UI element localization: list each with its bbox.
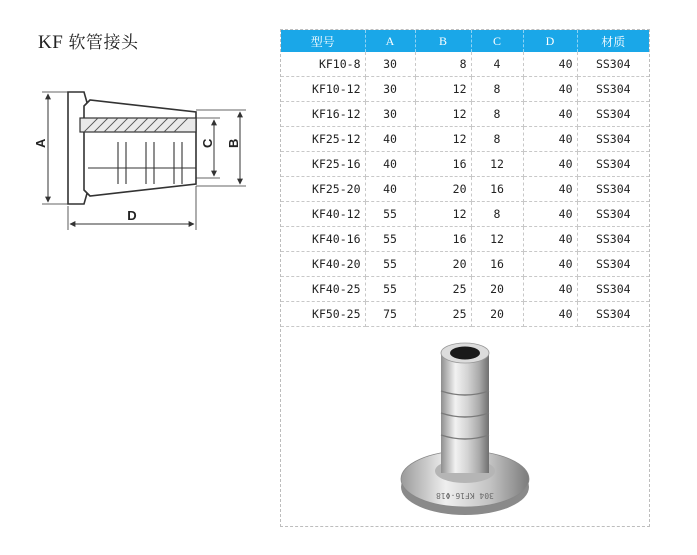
cell-a: 40 (365, 152, 415, 177)
cell-model: KF50-25 (281, 302, 365, 327)
cell-c: 16 (471, 177, 523, 202)
cell-c: 20 (471, 277, 523, 302)
tube-shape (84, 100, 196, 196)
cell-d: 40 (523, 177, 577, 202)
dim-a-label: A (33, 138, 48, 148)
cell-a: 30 (365, 102, 415, 127)
cell-model: KF40-20 (281, 252, 365, 277)
cell-d: 40 (523, 277, 577, 302)
cell-model: KF25-12 (281, 127, 365, 152)
page-title (38, 28, 139, 54)
cell-material: SS304 (577, 302, 649, 327)
title-latin: KF (38, 32, 64, 53)
cell-b: 12 (415, 77, 471, 102)
cell-model: KF40-25 (281, 277, 365, 302)
cell-model: KF16-12 (281, 102, 365, 127)
cell-b: 8 (415, 52, 471, 77)
cell-d: 40 (523, 52, 577, 77)
cell-b: 16 (415, 227, 471, 252)
cell-d: 40 (523, 227, 577, 252)
photo-engraving: 304 KF16-Φ18 (436, 491, 494, 500)
cell-a: 40 (365, 177, 415, 202)
cell-d: 40 (523, 77, 577, 102)
cell-a: 55 (365, 227, 415, 252)
cell-material: SS304 (577, 227, 649, 252)
table-row (281, 252, 649, 277)
cell-model: KF10-8 (281, 52, 365, 77)
cell-c: 8 (471, 202, 523, 227)
header-model: 型号 (281, 30, 365, 52)
table-row (281, 302, 649, 327)
cell-b: 20 (415, 177, 471, 202)
cell-d: 40 (523, 302, 577, 327)
table-row (281, 152, 649, 177)
cell-c: 20 (471, 302, 523, 327)
photo-tube (441, 353, 489, 473)
table-row (281, 177, 649, 202)
header-material: 材质 (577, 30, 649, 52)
table-header-row (281, 30, 649, 52)
cell-material: SS304 (577, 277, 649, 302)
cell-b: 25 (415, 302, 471, 327)
cell-c: 8 (471, 77, 523, 102)
table-row (281, 227, 649, 252)
hatch-section (80, 118, 196, 132)
cell-material: SS304 (577, 152, 649, 177)
cell-c: 16 (471, 252, 523, 277)
dim-d-label: D (127, 208, 137, 223)
cell-material: SS304 (577, 202, 649, 227)
cell-model: KF25-20 (281, 177, 365, 202)
cell-d: 40 (523, 152, 577, 177)
cell-b: 25 (415, 277, 471, 302)
cell-a: 30 (365, 77, 415, 102)
cell-c: 12 (471, 227, 523, 252)
cell-model: KF25-16 (281, 152, 365, 177)
cell-c: 12 (471, 152, 523, 177)
technical-drawing (28, 72, 268, 242)
cell-b: 12 (415, 102, 471, 127)
table-row (281, 77, 649, 102)
cell-material: SS304 (577, 102, 649, 127)
dim-c-label: C (200, 138, 215, 148)
table-row (281, 202, 649, 227)
cell-material: SS304 (577, 252, 649, 277)
cell-d: 40 (523, 252, 577, 277)
table-row (281, 127, 649, 152)
title-chinese: 软管接头 (68, 33, 139, 53)
cell-d: 40 (523, 102, 577, 127)
header-d: D (523, 30, 577, 52)
cell-material: SS304 (577, 77, 649, 102)
cell-a: 75 (365, 302, 415, 327)
cell-model: KF10-12 (281, 77, 365, 102)
cell-d: 40 (523, 127, 577, 152)
header-c: C (471, 30, 523, 52)
cell-a: 55 (365, 277, 415, 302)
spec-table (281, 30, 649, 327)
dim-b-label: B (226, 138, 241, 148)
cell-a: 40 (365, 127, 415, 152)
cell-c: 4 (471, 52, 523, 77)
cell-d: 40 (523, 202, 577, 227)
cell-b: 20 (415, 252, 471, 277)
table-row (281, 277, 649, 302)
spec-table-container (280, 29, 650, 527)
product-photo (281, 331, 649, 526)
cell-material: SS304 (577, 52, 649, 77)
table-row (281, 52, 649, 77)
header-a: A (365, 30, 415, 52)
cell-a: 55 (365, 202, 415, 227)
table-row (281, 102, 649, 127)
cell-material: SS304 (577, 127, 649, 152)
cell-c: 8 (471, 127, 523, 152)
cell-material: SS304 (577, 177, 649, 202)
cell-b: 12 (415, 202, 471, 227)
cell-a: 30 (365, 52, 415, 77)
header-b: B (415, 30, 471, 52)
cell-b: 12 (415, 127, 471, 152)
cell-c: 8 (471, 102, 523, 127)
cell-a: 55 (365, 252, 415, 277)
cell-model: KF40-16 (281, 227, 365, 252)
cell-b: 16 (415, 152, 471, 177)
cell-model: KF40-12 (281, 202, 365, 227)
